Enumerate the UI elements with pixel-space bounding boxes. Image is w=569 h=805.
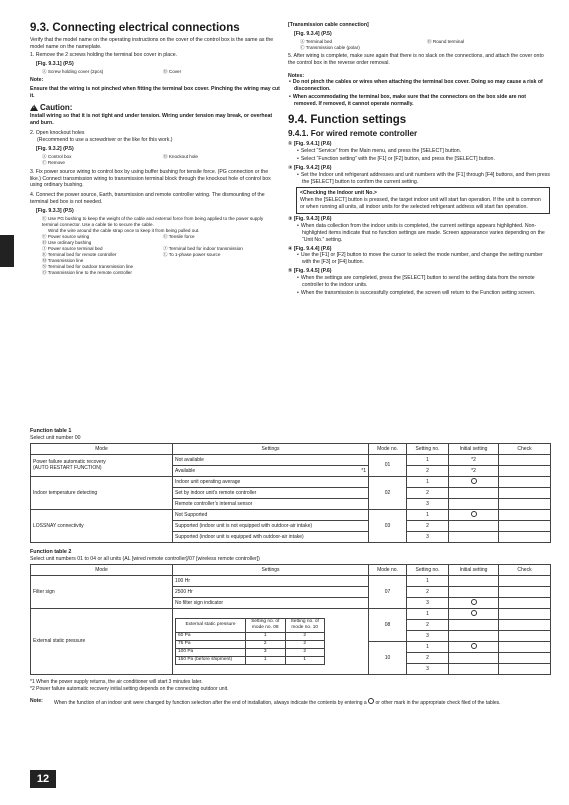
fig-933-label: [Fig. 9.3.3] (P.5) [36, 207, 74, 214]
t2-esp-initial-6 [449, 663, 499, 674]
t1-temp-no-3: 3 [407, 498, 449, 509]
t2-filter-mode: Filter sign [31, 575, 173, 608]
fig-931-legend [42, 69, 280, 75]
table-row [176, 632, 325, 640]
fig-933-item-e2: Wind the wire around the cable strap once to keep it from being pulled out. [48, 227, 200, 233]
t1-lossnay-mode: LOSSNAY connectivity [31, 509, 173, 542]
t1-power-no-1: 1 [407, 454, 449, 465]
fig-932-label: [Fig. 9.3.2] (P.5) [36, 145, 74, 152]
t2-esp-check-1[interactable] [499, 608, 551, 619]
table-row [31, 575, 551, 586]
table-2-sublabel: Select unit numbers 01 to 04 or all units (AL [wired remote controller]/07 [wireless remote controller]) [30, 556, 260, 563]
fig-933-item-g: Ⓖ Tensile force [163, 234, 195, 240]
table-row [176, 656, 325, 664]
esp-row-2-pressure: 75 Pa [176, 640, 246, 648]
bottom-note-text-b: or other mark in the appropriate check filed of the tables. [375, 700, 501, 707]
t2-esp-initial-2 [449, 619, 499, 630]
t2-filter-initial-3 [449, 597, 499, 608]
esp-row-3-mode10: 2 [285, 648, 325, 656]
step-2-detail: (Recommend to use a screwdriver or the like for this work.) [37, 136, 173, 143]
fig-934-item-a: Ⓐ Terminal bed [300, 38, 333, 44]
fig-933-item-f: Ⓕ Power source wiring [42, 234, 90, 240]
func-step-4 [288, 246, 550, 267]
t1-power-setting-2: Available *1 [173, 465, 369, 476]
func-step-3 [288, 216, 550, 243]
t2-filter-no-2: 2 [407, 586, 449, 597]
t2-filter-no-3: 3 [407, 597, 449, 608]
esp-row-3-mode08: 3 [246, 648, 286, 656]
fig-933-item-l: Ⓛ To 1-phase power source [163, 252, 221, 258]
t2-esp-mode-no-10: 10 [369, 641, 407, 674]
caution-text: Install wiring so that it is not tight and under tension. Wiring under tension may break, or overheat and burn. [30, 113, 273, 127]
page-number: 12 [30, 770, 56, 788]
t2-filter-check-2[interactable] [499, 586, 551, 597]
esp-row-4-mode10: 1 [285, 656, 325, 664]
fig-931-item-a: Ⓐ Screw holding cover (2pcs) [42, 69, 104, 75]
bottom-note [30, 698, 550, 707]
t1-temp-setting-1: Indoor unit operating average [173, 476, 369, 487]
fig-932-item-c: Ⓒ Remove [42, 159, 65, 165]
t1-lossnay-initial-1 [449, 509, 499, 520]
t1-power-check-1[interactable] [499, 454, 551, 465]
t1-temp-mode-no: 02 [369, 476, 407, 509]
fig-933-item-k: Ⓚ Terminal bed for remote controller [42, 252, 117, 258]
table-row [31, 476, 551, 487]
t1-temp-mode: Indoor temperature detecting [31, 476, 173, 509]
checking-indoor-unit-box [296, 187, 550, 214]
esp-row-1-mode10: 2 [285, 632, 325, 640]
func-step-5-fig: ⑤ [Fig. 9.4.5] (P.6) [288, 268, 332, 275]
t2-filter-check-1[interactable] [499, 575, 551, 586]
esp-inner-h3: Setting no. of mode no. 10 [285, 619, 325, 633]
fig-932-legend [42, 154, 280, 166]
t1-temp-setting-2: Set by indoor unit’s remote controller [173, 487, 369, 498]
caution-label: Caution: [40, 102, 73, 112]
func-step-5 [288, 268, 550, 296]
esp-inner-table [175, 618, 325, 665]
t2-esp-settings [173, 608, 369, 674]
t1-lossnay-no-2: 2 [407, 520, 449, 531]
fig-933-item-m: Ⓜ Transmission line [42, 258, 84, 264]
t1-power-initial-1: *2 [449, 454, 499, 465]
t1-temp-check-1[interactable] [499, 476, 551, 487]
t1-temp-initial-1 [449, 476, 499, 487]
fig-933-item-h: Ⓗ Use ordinary bushing [42, 240, 92, 246]
t2-esp-mode: External static pressure [31, 608, 173, 674]
esp-row-4-mode08: 1 [246, 656, 286, 664]
right-column [288, 22, 550, 299]
function-table-1 [30, 443, 551, 543]
func-step-2-fig: ② [Fig. 9.4.2] (P.6) [288, 164, 332, 171]
t1-header-mode-no: Mode no. [369, 443, 407, 454]
t1-lossnay-check-1[interactable] [499, 509, 551, 520]
note-item-2: • When accommodating the terminal box, make sure that the connectors on the box side are not removed. If removed, it cannot operate normally. [288, 94, 550, 108]
t1-lossnay-check-2[interactable] [499, 520, 551, 531]
circle-mark-icon [368, 698, 374, 704]
t2-esp-no-4: 1 [407, 641, 449, 652]
t2-filter-mode-no: 07 [369, 575, 407, 608]
t1-temp-no-2: 2 [407, 487, 449, 498]
t1-header-mode: Mode [31, 443, 173, 454]
t2-header-setting-no: Setting no. [407, 564, 449, 575]
caution-heading [30, 103, 280, 114]
table-row [31, 509, 551, 520]
checking-box-text: When the [SELECT] button is pressed, the target indoor unit will start fan operation. If the unit is common or when running all units, all indoor units for the selected refrigerant address will start fan operation. [300, 197, 541, 211]
esp-inner-h2: Setting no. of mode no. 08 [246, 619, 286, 633]
step-1: 1. Remove the 2 screws holding the terminal box cover in place. [30, 52, 178, 59]
fig-934-item-c: Ⓒ Transmission cable (polar) [300, 44, 360, 50]
esp-row-3-pressure: 100 Pa [176, 648, 246, 656]
t1-header-settings: Settings [173, 443, 369, 454]
t2-esp-check-2[interactable] [499, 619, 551, 630]
t2-filter-no-1: 1 [407, 575, 449, 586]
esp-inner-header [176, 619, 325, 633]
bottom-note-text [54, 698, 501, 707]
func-step-3-bullet-1: • When data collection from the indoor units is completed, the current settings appears highlighted. Non-highlighted items indicate that no function settings are made. Screen appearance varies depending on the “Unit No.” setting. [296, 223, 550, 244]
fig-934-legend [300, 39, 550, 51]
t2-esp-no-5: 2 [407, 652, 449, 663]
section-side-tab [0, 235, 14, 267]
warning-triangle-icon [30, 104, 38, 111]
fig-933-item-e: Ⓔ Use PG bushing to keep the weight of the cable and external force from being applied to the power supply terminal connector. Use a cable tie to secure the cable. [42, 215, 264, 227]
table-2-label: Function table 2 [30, 548, 72, 555]
fig-932-item-a: Ⓐ Control box [42, 153, 72, 159]
t1-lossnay-setting-1: Not Supported [173, 509, 369, 520]
section-title-electrical: 9.3. Connecting electrical connections [30, 22, 240, 34]
footnote-1: *1 When the power supply returns, the air conditioner will start 3 minutes later. [30, 678, 203, 685]
esp-row-1-pressure: 60 Pa [176, 632, 246, 640]
t2-esp-no-2: 2 [407, 619, 449, 630]
table-row [31, 454, 551, 465]
fig-933-item-o: Ⓞ Transmission line to the remote controller [42, 270, 132, 276]
table-1-header-row [31, 443, 551, 454]
t1-power-mode-no: 01 [369, 454, 407, 476]
t2-filter-setting-1: 100 Hr [173, 575, 369, 586]
t1-power-check-2[interactable] [499, 465, 551, 476]
t1-temp-initial-3 [449, 498, 499, 509]
table-1-label: Function table 1 [30, 428, 72, 434]
step-3: 3. Fix power source wiring to control box by using buffer bushing for tensile force. (PG connection or the like.) Connect transmission wiring to transmission terminal block through the knockout hole of control box using ordinary bushing. [30, 168, 271, 189]
t1-lossnay-check-3[interactable] [499, 531, 551, 542]
table-2-header-row [31, 564, 551, 575]
t1-lossnay-setting-2: Supported (indoor unit is not equipped with outdoor-air intake) [173, 520, 369, 531]
t2-header-check: Check [499, 564, 551, 575]
func-step-5-bullet-2: • When the transmission is successfully completed, the screen will return to the Function setting screen. [296, 290, 550, 297]
t2-esp-mode-no-08: 08 [369, 608, 407, 641]
notes-label: Notes: [288, 72, 305, 79]
func-step-4-bullet-1: • Use the [F1] or [F2] button to move the cursor to select the mode number, and change the setting number with the [F3] or [F4] button. [296, 252, 550, 266]
t2-esp-initial-3 [449, 630, 499, 641]
func-step-2-bullet-1: • Set the Indoor unit refrigerant addresses and unit numbers with the [F1] through [F4] buttons, and then press the [SELECT] button to confirm the current setting. [296, 172, 550, 186]
fig-934-label: [Fig. 9.3.4] (P.5) [294, 30, 332, 37]
function-tables [30, 428, 550, 707]
table-row [176, 648, 325, 656]
notes-list [288, 79, 550, 107]
func-step-5-bullet-1: • When the settings are completed, press the [SELECT] button to send the setting data from the remote controller to the indoor units. [296, 275, 550, 289]
t2-header-mode: Mode [31, 564, 173, 575]
t2-filter-setting-2: 2500 Hr [173, 586, 369, 597]
esp-row-2-mode10: 2 [285, 640, 325, 648]
function-table-2 [30, 564, 551, 675]
fig-931-label: [Fig. 9.3.1] (P.5) [36, 61, 74, 68]
t1-lossnay-setting-3: Supported (indoor unit is equipped with outdoor-air intake) [173, 531, 369, 542]
t1-temp-no-1: 1 [407, 476, 449, 487]
fig-933-legend [42, 216, 280, 277]
step-2: 2. Open knockout holes [30, 129, 85, 136]
subsection-title-wired: 9.4.1. For wired remote controller [288, 128, 418, 138]
func-step-1-bullet-2: • Select “Function setting” with the [F1] or [F2] button, and press the [SELECT] button. [296, 156, 550, 163]
bottom-note-text-a: When the function of an indoor unit were changed by function selection after the end of installation, always indicate the contents by entering a [54, 700, 367, 707]
func-step-2 [288, 165, 550, 186]
t1-power-no-2: 2 [407, 465, 449, 476]
table-1-sublabel: Select unit number 00 [30, 435, 81, 442]
esp-row-4-pressure: 150 Pa (before shipment) [176, 656, 246, 664]
initial-circle-icon [471, 478, 477, 484]
t2-esp-no-1: 1 [407, 608, 449, 619]
table-row [176, 640, 325, 648]
note-item-1: • Do not pinch the cables or wires when attaching the terminal box cover. Doing so may cause a risk of disconnection. [288, 79, 550, 93]
note-text: Ensure that the wiring is not pinched when fitting the terminal box cover. Pinching the wiring may cut it. [30, 86, 280, 99]
fig-932-item-b: Ⓑ Knockout hole [163, 153, 198, 159]
t1-lossnay-initial-2 [449, 520, 499, 531]
t1-power-mode: Power failure automatic recovery (AUTO RESTART FUNCTION) [31, 454, 173, 476]
step-5: 5. After wiring is complete, make sure again that there is no slack on the connections, and attach the cover onto the control box in the reverse order removal. [288, 52, 544, 66]
initial-circle-icon [471, 610, 477, 616]
func-step-1-bullet-1: • Select “Service” from the Main menu, and press the [SELECT] button. [296, 148, 550, 155]
bottom-note-label: Note: [30, 698, 43, 705]
t2-esp-initial-1 [449, 608, 499, 619]
t1-header-setting-no: Setting no. [407, 443, 449, 454]
table-row [31, 608, 551, 619]
t2-esp-no-3: 3 [407, 630, 449, 641]
t1-lossnay-no-1: 1 [407, 509, 449, 520]
fig-931-item-b: Ⓑ Cover [163, 69, 182, 75]
t1-lossnay-mode-no: 03 [369, 509, 407, 542]
section-title-function: 9.4. Function settings [288, 113, 407, 126]
initial-circle-icon [471, 643, 477, 649]
initial-circle-icon [471, 511, 477, 517]
t1-temp-check-2[interactable] [499, 487, 551, 498]
t1-header-initial: Initial setting [449, 443, 499, 454]
transmission-title: [Transmission cable connection] [288, 22, 369, 28]
footnotes [30, 679, 550, 692]
func-step-1 [288, 141, 550, 163]
t2-esp-check-3[interactable] [499, 630, 551, 641]
t1-temp-check-3[interactable] [499, 498, 551, 509]
step-4: 4. Connect the power source, Earth, transmission and remote controller wiring. The dismounting of the terminal bed box is not needed. [30, 192, 265, 206]
t2-filter-check-3[interactable] [499, 597, 551, 608]
t1-temp-setting-3: Remote controller’s internal sensor [173, 498, 369, 509]
note-label: Note: [30, 77, 44, 84]
func-step-4-fig: ④ [Fig. 9.4.4] (P.6) [288, 245, 332, 252]
fig-933-item-j: Ⓙ Terminal bed for indoor transmission [163, 246, 243, 252]
t1-lossnay-initial-3 [449, 531, 499, 542]
left-column [30, 22, 280, 278]
footnote-2: *2 Power failure automatic recovery initial setting depends on the connecting outdoor unit. [30, 685, 229, 692]
t2-esp-no-6: 3 [407, 663, 449, 674]
t2-esp-check-6[interactable] [499, 663, 551, 674]
t2-header-mode-no: Mode no. [369, 564, 407, 575]
t1-lossnay-no-3: 3 [407, 531, 449, 542]
t2-header-settings: Settings [173, 564, 369, 575]
esp-row-2-mode08: 2 [246, 640, 286, 648]
initial-circle-icon [471, 599, 477, 605]
checking-box-title: <Checking the Indoor unit No.> [300, 190, 377, 197]
fig-933-item-n: Ⓝ Terminal bed for outdoor transmission line [42, 264, 134, 270]
t1-temp-initial-2 [449, 487, 499, 498]
fig-934-item-b: Ⓑ Round terminal [427, 38, 465, 44]
t2-esp-initial-5 [449, 652, 499, 663]
func-step-1-fig: ① [Fig. 9.4.1] (P.6) [288, 141, 332, 148]
t2-esp-check-5[interactable] [499, 652, 551, 663]
intro-text: Verify that the model name on the operating instructions on the cover of the control box is the same as the model name on the nameplate. [30, 36, 274, 50]
t2-esp-initial-4 [449, 641, 499, 652]
t1-header-check: Check [499, 443, 551, 454]
t1-power-setting-1: Not available [173, 454, 369, 465]
esp-inner-h1: External static pressure [176, 619, 246, 633]
t2-filter-initial-2 [449, 586, 499, 597]
t2-filter-initial-1 [449, 575, 499, 586]
func-step-3-fig: ③ [Fig. 9.4.3] (P.6) [288, 216, 332, 223]
t1-power-initial-2: *2 [449, 465, 499, 476]
t2-filter-setting-3: No filter sign indicator [173, 597, 369, 608]
esp-row-1-mode08: 1 [246, 632, 286, 640]
t2-esp-check-4[interactable] [499, 641, 551, 652]
t2-header-initial: Initial setting [449, 564, 499, 575]
fig-933-item-i: Ⓘ Power source terminal bed [42, 246, 103, 252]
